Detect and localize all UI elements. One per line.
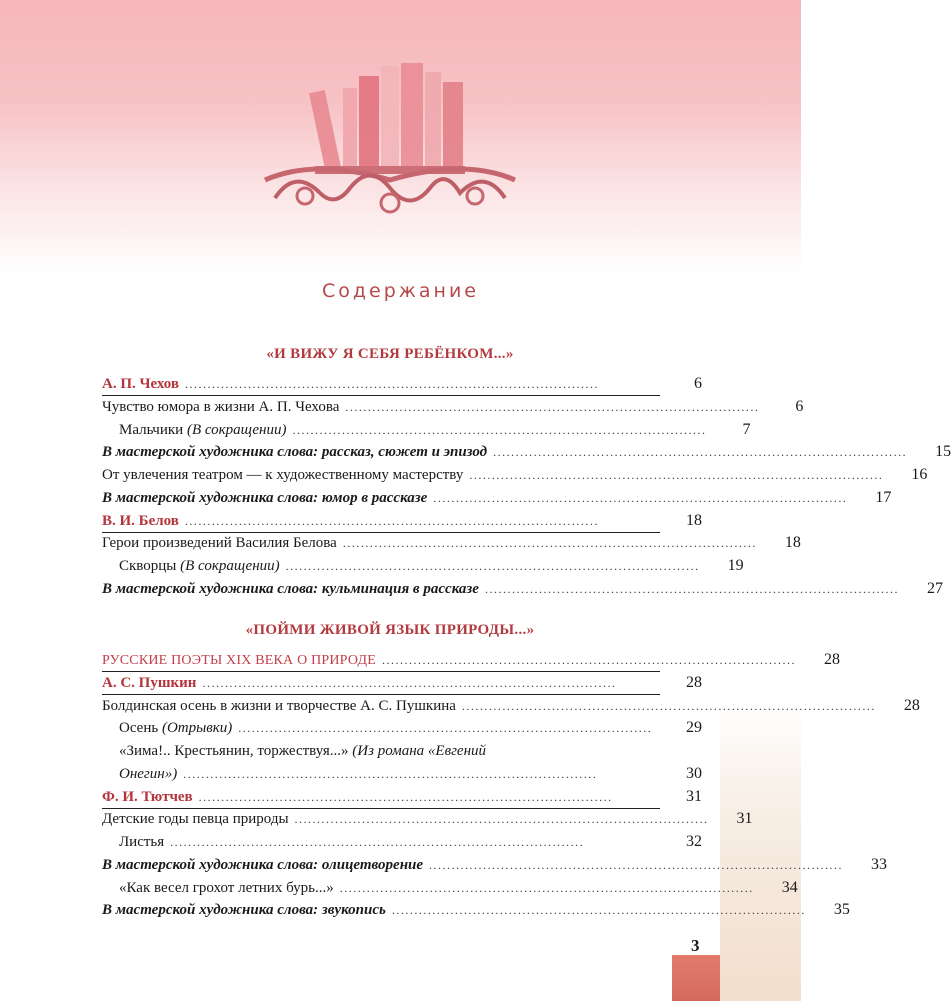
page-title: Содержание (322, 280, 479, 302)
toc-entry-author[interactable]: В. И. Белов ............................................................................................ 18 (102, 511, 702, 529)
page-tab (672, 955, 720, 1001)
toc-entry[interactable]: В мастерской художника слова: звукопись ............................................................................................ 35 (102, 901, 850, 919)
toc-entry[interactable]: От увлечения театром — к художественному мастерству ............................................................................................ 16 (102, 466, 928, 483)
toc-entry[interactable]: Скворцы (В сокращении) ............................................................................................ 19 (119, 557, 744, 574)
page-number: 3 (691, 936, 700, 955)
toc-entry[interactable]: Чувство юмора в жизни А. П. Чехова ............................................................................................ 6 (102, 397, 804, 415)
toc-entry-continued[interactable]: Онегин») ............................................................................................ 30 (119, 764, 702, 782)
toc-entry[interactable]: «Как весел грохот летних бурь...» ............................................................................................ 34 (119, 878, 798, 896)
toc-section-2 (102, 649, 920, 922)
divider (102, 671, 660, 672)
divider (102, 395, 660, 396)
divider (102, 532, 660, 533)
toc-section-1 (102, 373, 951, 601)
toc-entry[interactable]: «Зима!.. Крестьянин, торжествуя...» (Из романа «Евгений (119, 743, 487, 759)
section-title: «ПОЙМИ ЖИВОЙ ЯЗЫК ПРИРОДЫ...» (245, 622, 535, 638)
toc-entry-author[interactable]: Ф. И. Тютчев ............................................................................................ 31 (102, 787, 702, 805)
toc-entry[interactable]: Листья ............................................................................................ 32 (119, 833, 702, 850)
toc-entry[interactable]: Герои произведений Василия Белова ............................................................................................ 18 (102, 534, 801, 552)
toc-entry-section-head[interactable]: РУССКИЕ ПОЭТЫ XIX ВЕКА О ПРИРОДЕ ............................................................................................ 28 (102, 651, 840, 668)
toc-entry-author[interactable]: А. П. Чехов ............................................................................................ 6 (102, 375, 702, 392)
toc-entry[interactable]: В мастерской художника слова: рассказ, сюжет и эпизод ............................................................................................ 15 (102, 443, 951, 461)
divider (102, 694, 660, 695)
decorative-edge (720, 700, 801, 1001)
toc-entry[interactable]: Осень (Отрывки) ............................................................................................ 29 (119, 719, 702, 737)
toc-entry[interactable]: Детские годы певца природы ............................................................................................ 31 (102, 810, 753, 828)
divider (102, 808, 660, 809)
toc-entry-author[interactable]: А. С. Пушкин ............................................................................................ 28 (102, 673, 702, 691)
toc-entry[interactable]: В мастерской художника слова: олицетворение ............................................................................................ 33 (102, 855, 888, 873)
books-emblem-icon (255, 58, 525, 218)
toc-entry[interactable]: Болдинская осень в жизни и творчестве А. С. Пушкина ............................................................................................ 28 (102, 696, 920, 714)
toc-entry[interactable]: В мастерской художника слова: кульминация в рассказе ............................................................................................ 27 (102, 579, 943, 597)
section-title: «И ВИЖУ Я СЕБЯ РЕБЁНКОМ...» (266, 346, 514, 362)
toc-entry[interactable]: В мастерской художника слова: юмор в рассказе ............................................................................................ 17 (102, 488, 892, 506)
toc-entry[interactable]: Мальчики (В сокращении) ............................................................................................ 7 (119, 420, 751, 438)
